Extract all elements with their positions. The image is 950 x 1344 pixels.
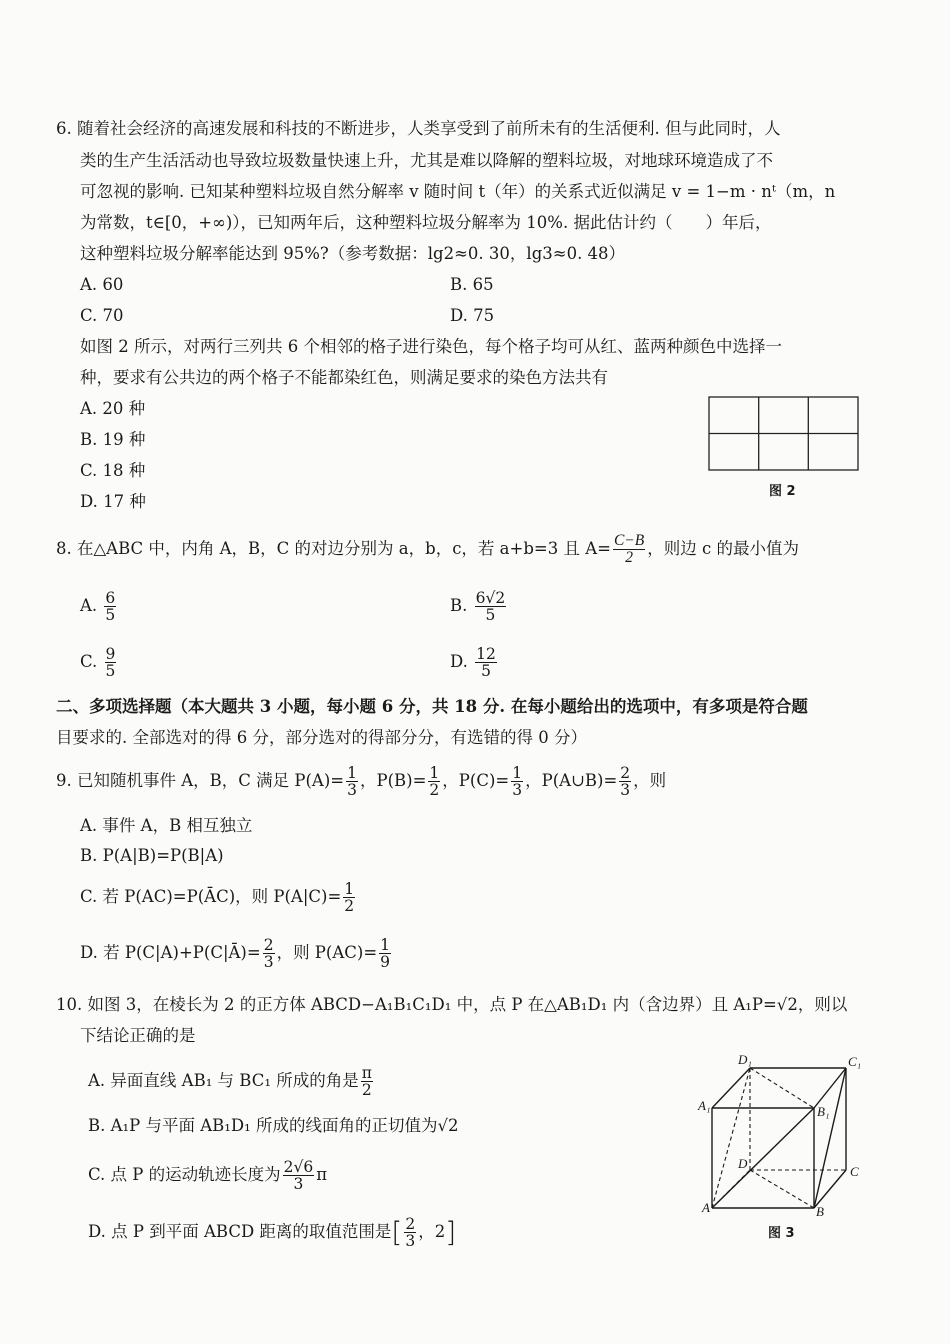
label-b: B — [816, 1204, 824, 1219]
q9-option-c: C. 若 P(AC)=P(ĀC)，则 P(A|C)= $\frac{1}{2}$ — [80, 879, 355, 915]
label-a1: A₁ — [698, 1098, 711, 1113]
q9-option-d: D. 若 P(C|A)+P(C|Ā)= $\frac{2}{3}$ ，则 P(AC)= $\frac{1}{9}$ — [80, 935, 391, 971]
section-2-line-2: 目要求的. 全部选对的得 6 分，部分选对的得部分分，有选错的得 0 分） — [56, 728, 587, 747]
figure-2-caption: 图 2 — [769, 484, 796, 499]
q8-option-b: B. $\frac{6√2}{5}$ — [450, 588, 506, 624]
q6-option-c: C. 70 — [80, 306, 124, 325]
q9-stem: 9. 已知随机事件 A，B，C 满足 P(A)= $\frac{1}{3}$ ，P(B)= $\frac{1}{2}$ ，P(C)= $\frac{1}{3}$ ，P(A∪B)= $\frac{2}{3}$ ，则 — [56, 763, 667, 799]
q10-option-d: D. 点 P 到平面 ABCD 距离的取值范围是[ $\frac{2}{3}$ ，2] — [88, 1214, 457, 1250]
q6-option-d: D. 75 — [450, 306, 495, 325]
q8-option-c: C. $\frac{9}{5}$ — [80, 644, 116, 680]
label-d1: D₁ — [738, 1052, 752, 1067]
figure-3-cube — [696, 1050, 866, 1220]
q9-option-b: B. P(A|B)=P(B|A) — [80, 846, 224, 865]
q6-option-b: B. 65 — [450, 275, 494, 294]
figure-2-grid — [708, 396, 860, 472]
q8-stem: 8. 在△ABC 中，内角 A，B，C 的对边分别为 a，b，c，若 a+b=3 且 A= $\frac{C-B}{2}$ ，则边 c 的最小值为 — [56, 531, 799, 566]
q7-option-c: C. 18 种 — [80, 461, 146, 480]
label-c: C — [850, 1164, 859, 1179]
q10-option-a: A. 异面直线 AB₁ 与 BC₁ 所成的角是 $\frac{\pi}{2}$ — [88, 1063, 372, 1099]
q6-option-a: A. 60 — [80, 275, 124, 294]
q7-line-2: 种，要求有公共边的两个格子不能都染红色，则满足要求的染色方法共有 — [80, 368, 608, 387]
q7-line-1: 如图 2 所示，对两行三列共 6 个相邻的格子进行染色，每个格子均可从红、蓝两种颜色中选择一 — [80, 337, 782, 356]
q10-line-1: 10. 如图 3，在棱长为 2 的正方体 ABCD−A₁B₁C₁D₁ 中，点 P 在△AB₁D₁ 内（含边界）且 A₁P=√2，则以 — [56, 995, 848, 1014]
label-d: D — [738, 1156, 748, 1171]
q7-option-a: A. 20 种 — [80, 399, 146, 418]
label-a: A — [702, 1200, 710, 1215]
q6-line-5: 这种塑料垃圾分解率能达到 95%?（参考数据：lg2≈0. 30，lg3≈0. 48） — [80, 244, 626, 263]
q9-option-a: A. 事件 A，B 相互独立 — [80, 816, 253, 835]
q10-option-b: B. A₁P 与平面 AB₁D₁ 所成的线面角的正切值为√2 — [88, 1116, 459, 1135]
q6-line-1: 6. 随着社会经济的高速发展和科技的不断进步，人类享受到了前所未有的生活便利. 但与此同时，人 — [56, 119, 781, 138]
q6-line-2: 类的生产生活活动也导致垃圾数量快速上升，尤其是难以降解的塑料垃圾，对地球环境造成了不 — [80, 151, 773, 170]
q10-option-c: C. 点 P 的运动轨迹长度为 $\frac{2√6}{3}$ π — [88, 1157, 328, 1193]
q7-option-b: B. 19 种 — [80, 430, 146, 449]
q6-line-4: 为常数，t∈[0，+∞)），已知两年后，这种塑料垃圾分解率为 10%. 据此估计约（ ）年后， — [80, 213, 772, 232]
q7-option-d: D. 17 种 — [80, 492, 146, 511]
figure-3-caption: 图 3 — [768, 1226, 795, 1241]
q10-line-2: 下结论正确的是 — [80, 1026, 196, 1045]
q6-line-3: 可忽视的影响. 已知某种塑料垃圾自然分解率 v 随时间 t（年）的关系式近似满足 v = 1−m · nᵗ（m，n — [80, 182, 836, 201]
q8-option-a: A. $\frac{6}{5}$ — [80, 588, 116, 624]
section-2-line-1: 二、多项选择题（本大题共 3 小题，每小题 6 分，共 18 分. 在每小题给出的选项中，有多项是符合题 — [56, 697, 808, 716]
label-c1: C₁ — [848, 1054, 862, 1069]
label-b1: B₁ — [817, 1104, 830, 1119]
q8-option-d: D. $\frac{12}{5}$ — [450, 644, 496, 680]
